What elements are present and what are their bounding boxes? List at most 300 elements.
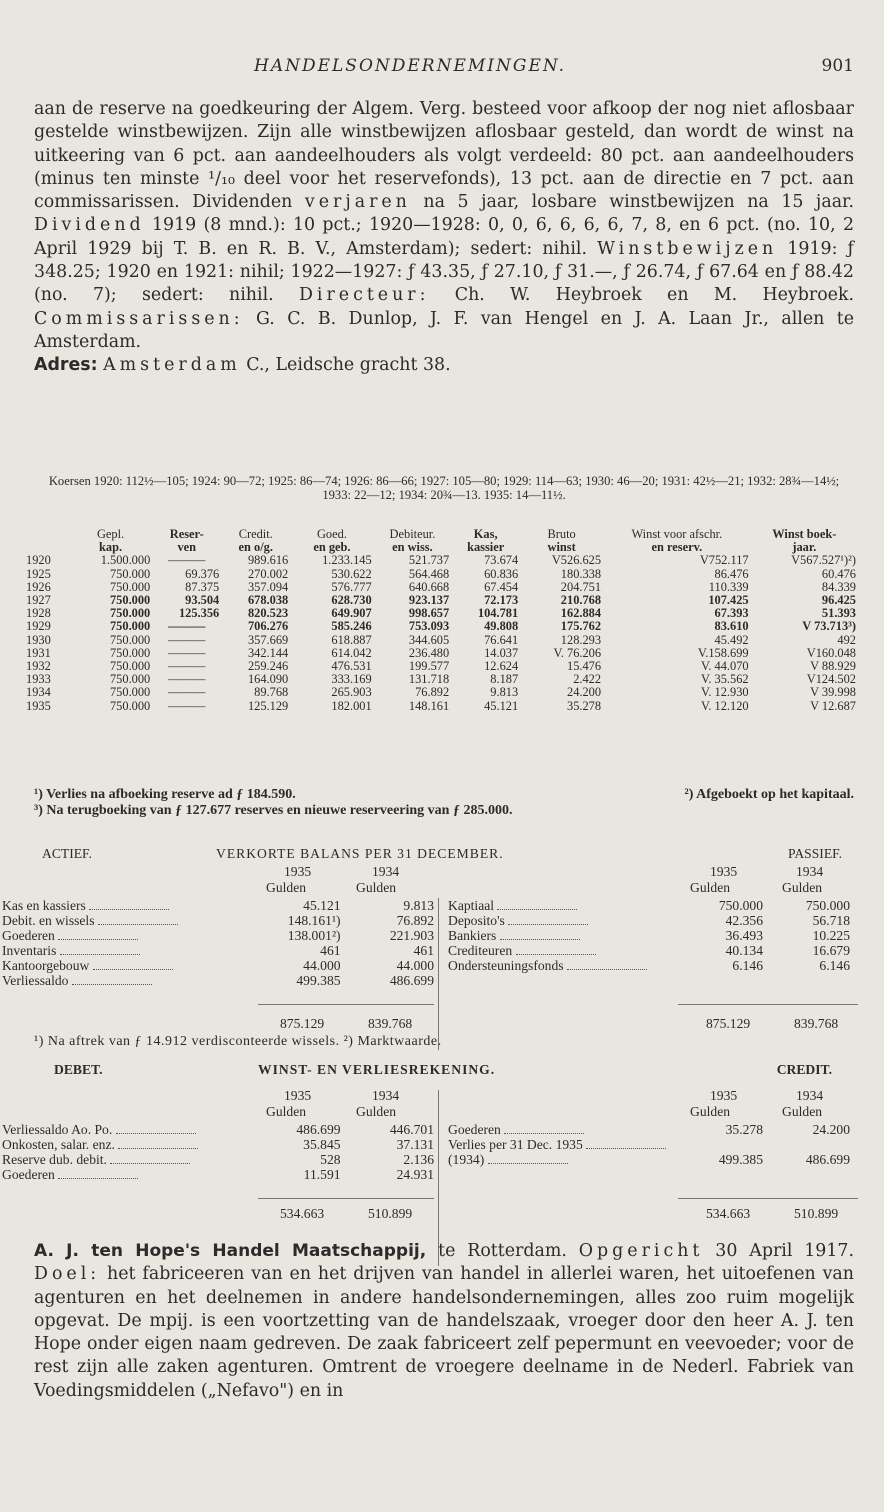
table-cell: 333.169 — [331, 672, 372, 687]
leader-dots — [504, 1133, 584, 1134]
table-cell: ——— — [168, 698, 206, 713]
table-cell: 180.338 — [560, 566, 602, 581]
table-cell: 753.093 — [408, 619, 450, 634]
table-cell: 86.476 — [714, 566, 749, 581]
table-cell: 492 — [837, 632, 856, 647]
row-year: 1933 — [26, 672, 51, 687]
table-row — [24, 673, 858, 686]
amount-1934 — [765, 1137, 852, 1152]
total-credit-1934: 510.899 — [794, 1206, 839, 1221]
row-year: 1926 — [26, 579, 51, 594]
account-label — [446, 898, 678, 913]
table-cell: ——— — [168, 553, 206, 568]
total-debet-1934: 510.899 — [368, 1206, 413, 1221]
account-row — [446, 958, 852, 973]
column-header: Reser- — [169, 527, 204, 542]
table-cell: 210.768 — [560, 593, 602, 608]
unit-label: Gulden — [782, 880, 823, 895]
table-cell: 24.200 — [567, 685, 602, 700]
column-header: kassier — [467, 540, 505, 555]
page-number: 901 — [821, 56, 854, 76]
account-name: Inventaris — [2, 942, 57, 958]
table-cell: 49.808 — [484, 619, 519, 634]
row-year: 1925 — [26, 566, 51, 581]
amount-1934: 221.903 — [389, 927, 434, 943]
unit-label: Gulden — [356, 880, 397, 895]
column-header: Gepl. — [96, 527, 125, 542]
amount-1935: 148.161¹) — [287, 912, 341, 928]
account-row — [446, 928, 852, 943]
table-cell: 83.610 — [714, 619, 749, 634]
amount-1934: 461 — [413, 942, 434, 958]
account-row — [0, 1137, 436, 1152]
row-year: 1932 — [26, 658, 51, 673]
table-cell: 60.836 — [484, 566, 519, 581]
actief-label: ACTIEF. — [42, 846, 92, 861]
amount-1935: 750.000 — [718, 897, 763, 913]
account-name: Deposito's — [448, 912, 505, 928]
amount-1935: 138.001²) — [287, 927, 341, 943]
intro-text-3: 1919 (8 mnd.): 10 pct.; 1920—1928: 0, 0, 6, 6, 6, 6, 7, 8, en 6 pct. (no. 10, 2 April 1929 bij T. B. en R. B. V., Amsterdam); sedert: nihil. — [34, 215, 855, 259]
table-cell: 530.622 — [331, 566, 372, 581]
table-cell: V 88.929 — [810, 658, 856, 673]
table-cell: 125.356 — [178, 606, 220, 621]
table-cell: 989.616 — [247, 553, 289, 568]
column-header: Debiteur. — [389, 527, 436, 542]
column-header: winst — [547, 540, 576, 555]
row-year: 1929 — [26, 619, 51, 634]
table-cell: V160.048 — [806, 645, 856, 660]
table-cell: 131.718 — [408, 672, 450, 687]
winst-credit-table — [446, 1122, 852, 1167]
table-cell: V 12.687 — [810, 698, 856, 713]
table-cell: 128.293 — [560, 632, 602, 647]
account-row — [0, 928, 436, 943]
amount-1934: 10.225 — [812, 927, 850, 943]
account-row — [446, 898, 852, 913]
amount-1934: 6.146 — [819, 957, 850, 973]
amount-1934: 24.200 — [812, 1121, 850, 1137]
column-header: Bruto — [547, 527, 576, 542]
account-name: Kas en kassiers — [2, 897, 86, 913]
table-cell: 9.813 — [490, 685, 519, 700]
total-passief-1935: 875.129 — [706, 1016, 751, 1031]
table-cell: 750.000 — [109, 632, 151, 647]
column-header: Winst boek- — [772, 527, 837, 542]
column-header: kap. — [99, 540, 123, 555]
table-cell: V.158.699 — [697, 645, 749, 660]
unit-label: Gulden — [782, 1104, 823, 1119]
account-name: Debit. en wissels — [2, 912, 95, 928]
total-actief-1934: 839.768 — [368, 1016, 413, 1031]
total-passief-1934: 839.768 — [794, 1016, 839, 1031]
table-cell: 104.781 — [477, 606, 519, 621]
table-cell: V 39.998 — [810, 685, 856, 700]
dividend-label: Dividend — [34, 215, 145, 236]
account-label — [0, 1137, 249, 1152]
note-3: ³) Na terugboeking van ƒ 127.677 reserves en nieuwe reserveering van ƒ 285.000. — [34, 802, 513, 818]
table-cell: 45.492 — [714, 632, 749, 647]
amount-1934: 76.892 — [396, 912, 434, 928]
balans-actief-table — [0, 898, 436, 988]
intro-text-4: 1919: ƒ 348.25; 1920 en 1921: nihil; 1922—1927: ƒ 43.35, ƒ 27.10, ƒ 31.—, ƒ 26.74, ƒ 67.64 en ƒ 88.42 (no. 7); sedert: nihil. — [34, 238, 854, 306]
account-row — [0, 958, 436, 973]
amount-1935: 35.845 — [303, 1136, 341, 1152]
account-label — [446, 913, 678, 928]
account-row — [0, 1152, 436, 1167]
winst-title: WINST- EN VERLIESREKENING. — [258, 1062, 496, 1077]
account-name: Goederen — [2, 1166, 55, 1182]
amount-1934: 37.131 — [396, 1136, 434, 1152]
table-row — [24, 581, 858, 594]
passief-label: PASSIEF. — [788, 846, 842, 861]
table-cell: 15.476 — [567, 658, 602, 673]
table-cell: 12.624 — [484, 658, 519, 673]
table-cell: 640.668 — [408, 579, 450, 594]
total-rule — [678, 1004, 858, 1005]
row-year: 1920 — [26, 553, 51, 568]
column-header: ven — [177, 540, 197, 555]
year-1934: 1934 — [372, 1088, 400, 1103]
table-cell: 67.393 — [714, 606, 749, 621]
account-label — [0, 928, 249, 943]
account-name: Crediteuren — [448, 942, 513, 958]
row-year: 1931 — [26, 645, 51, 660]
table-cell: 265.903 — [331, 685, 372, 700]
column-header — [24, 541, 69, 554]
table-cell: 199.577 — [408, 658, 450, 673]
company-name: A. J. ten Hope's Handel Maatschappij, — [34, 1241, 427, 1261]
table-row — [24, 554, 858, 567]
table-cell: 750.000 — [109, 645, 151, 660]
amount-1935 — [678, 1137, 765, 1152]
table-cell: 750.000 — [109, 566, 151, 581]
table-cell: 357.669 — [247, 632, 289, 647]
table-cell: 1.233.145 — [322, 553, 372, 568]
table-cell: 750.000 — [109, 685, 151, 700]
amount-1935: 499.385 — [718, 1151, 763, 1167]
column-header — [24, 528, 69, 541]
account-row — [446, 1122, 852, 1137]
account-row — [0, 973, 436, 988]
table-cell: 175.762 — [560, 619, 602, 634]
row-year: 1930 — [26, 632, 51, 647]
amount-1934: 446.701 — [389, 1121, 434, 1137]
leader-dots — [500, 939, 580, 940]
leader-dots — [116, 1133, 196, 1134]
table-cell: 750.000 — [109, 658, 151, 673]
table-cell: 614.042 — [331, 645, 372, 660]
table-cell: 148.161 — [408, 698, 450, 713]
amount-1935: 36.493 — [725, 927, 763, 943]
total-rule — [678, 1198, 858, 1199]
table-row — [24, 647, 858, 660]
note-1: ¹) Verlies na afboeking reserve ad ƒ 184.590. — [34, 787, 296, 802]
amount-1935: 35.278 — [725, 1121, 763, 1137]
amount-1935: 461 — [320, 942, 341, 958]
doel-text: het fabriceeren van en het drijven van handel in allerlei waren, het uitoefenen van agenturen en het deelnemen in andere handelsondernemingen, alles zoo ruim mogelijk opgevat. De mpij. is een voortzetting van de handelszaak, vroeger door den heer A. J. ten Hope onder eigen naam gedreven. De zaak fabriceert zelf pepermunt en veevoeder; voor de rest zijn alle zaken agenturen. Omtrent de vroegere deelname in de Nederl. Fabriek van Voedingsmiddelen („Nefavo") en in — [34, 1264, 855, 1401]
year-1935: 1935 — [284, 1088, 312, 1103]
account-label — [446, 928, 678, 943]
winst-section — [2, 1062, 854, 1221]
table-cell: 107.425 — [708, 593, 749, 608]
table-cell: ——— — [168, 632, 206, 647]
column-header: en geb. — [313, 540, 351, 555]
balans-section — [2, 846, 854, 1049]
table-cell: 96.425 — [821, 593, 856, 608]
amount-1934: 750.000 — [805, 897, 850, 913]
balans-title: VERKORTE BALANS PER 31 DECEMBER. — [216, 846, 504, 861]
table-cell: V. 44.070 — [700, 658, 749, 673]
debet-label: DEBET. — [54, 1062, 103, 1077]
table-cell: 89.768 — [254, 685, 289, 700]
table-cell: 162.884 — [560, 606, 602, 621]
year-1934: 1934 — [372, 864, 400, 879]
verjaren-label: verjaren — [304, 192, 411, 213]
amount-1935: 42.356 — [725, 912, 763, 928]
table-cell: 649.907 — [331, 606, 372, 621]
account-row — [0, 1167, 436, 1182]
table-cell: ——— — [168, 619, 206, 634]
table-cell: 125.129 — [247, 698, 289, 713]
unit-label: Gulden — [690, 1104, 731, 1119]
table-row — [24, 660, 858, 673]
leader-dots — [58, 1178, 138, 1179]
table-cell: 585.246 — [331, 619, 372, 634]
leader-dots — [497, 909, 577, 910]
amount-1934: 24.931 — [396, 1166, 434, 1182]
table-cell: V. 12.930 — [700, 685, 749, 700]
account-name: Bankiers — [448, 927, 497, 943]
table-cell: 750.000 — [109, 593, 151, 608]
account-label — [446, 1152, 678, 1167]
column-header: en o/g. — [238, 540, 273, 555]
intro-text-1: aan de reserve na goedkeuring der Algem. Verg. besteed voor afkoop der nog niet aflosbaar gestelde winstbewijzen. Zijn alle winstbewijzen aflosbaar gesteld, dan wordt de winst na uitkeering van 6 pct. aan aandeelhouders als volgt verdeeld: 80 pct. aan aandeelhouders (minus ten minste ¹/₁₀ deel voor het reservefonds), 13 pct. aan de directie en 7 pct. aan commissarissen. Dividenden — [34, 99, 854, 213]
column-header: Winst voor afschr. — [631, 527, 723, 542]
leader-dots — [93, 969, 173, 970]
account-row — [0, 1122, 436, 1137]
amount-1934: 44.000 — [396, 957, 434, 973]
total-debet-1935: 534.663 — [280, 1206, 325, 1221]
account-name: Kaptiaal — [448, 897, 495, 913]
intro-text-6: G. C. B. Dunlop, J. F. van Hengel en J. A. Laan Jr., allen te Amsterdam. — [34, 308, 854, 352]
account-name: Verliessaldo — [2, 972, 69, 988]
account-label — [0, 1167, 249, 1182]
running-title: HANDELSONDERNEMINGEN. — [254, 56, 567, 76]
table-cell: V. 76.206 — [553, 645, 602, 660]
account-row — [446, 1137, 852, 1152]
account-label — [0, 898, 249, 913]
account-name: Kantoorgebouw — [2, 957, 90, 973]
balans-passief-table — [446, 898, 852, 973]
leader-dots — [72, 984, 152, 985]
intro-text-5: Ch. W. Heybroek en M. Heybroek. — [454, 285, 855, 306]
account-name: Ondersteuningsfonds — [448, 957, 564, 973]
table-cell: 93.504 — [185, 593, 220, 608]
table-cell: V567.527¹)²) — [791, 553, 856, 568]
table-cell: ——— — [168, 645, 206, 660]
table-cell: 51.393 — [821, 606, 856, 621]
adres-city: Amsterdam — [103, 355, 241, 376]
table-cell: ——— — [168, 685, 206, 700]
account-label — [0, 913, 249, 928]
account-label — [446, 958, 678, 973]
leader-dots — [567, 969, 647, 970]
table-cell: 67.454 — [484, 579, 519, 594]
credit-label: CREDIT. — [776, 1062, 832, 1077]
table-header-row — [24, 528, 858, 541]
amount-1935: 6.146 — [732, 957, 763, 973]
account-label — [446, 1137, 678, 1152]
row-year: 1927 — [26, 593, 51, 608]
table-cell: 69.376 — [185, 566, 220, 581]
table-cell: 576.777 — [331, 579, 372, 594]
table-cell: 2.422 — [573, 672, 602, 687]
column-header: en wiss. — [392, 540, 433, 555]
table-cell: 76.641 — [484, 632, 519, 647]
table-row — [24, 699, 858, 712]
table-row — [24, 634, 858, 647]
table-cell: V124.502 — [806, 672, 856, 687]
balans-footnote: ¹) Na aftrek van ƒ 14.912 verdisconteerde wissels. ²) Marktwaarde. — [34, 1034, 442, 1049]
amount-1934: 56.718 — [812, 912, 850, 928]
column-header: Credit. — [238, 527, 273, 542]
table-cell: 357.094 — [247, 579, 289, 594]
table-cell: ——— — [168, 658, 206, 673]
account-name: Verlies per 31 Dec. 1935 — [448, 1136, 583, 1152]
table-cell: 750.000 — [109, 619, 151, 634]
account-row — [446, 913, 852, 928]
account-name: Goederen — [448, 1121, 501, 1137]
table-cell: 236.480 — [408, 645, 450, 660]
amount-1934: 486.699 — [805, 1151, 850, 1167]
leader-dots — [60, 954, 140, 955]
leader-dots — [516, 954, 596, 955]
intro-text-2: na 5 jaar, losbare winstbewijzen na 15 jaar. — [423, 192, 854, 213]
amount-1935: 528 — [320, 1151, 341, 1167]
unit-label: Gulden — [690, 880, 731, 895]
row-year: 1935 — [26, 698, 51, 713]
table-cell: 14.037 — [484, 645, 519, 660]
account-label — [0, 973, 249, 988]
amount-1935: 40.134 — [725, 942, 763, 958]
amount-1935: 11.591 — [303, 1166, 341, 1182]
table-cell: 521.737 — [408, 553, 450, 568]
doel-label: Doel: — [34, 1264, 101, 1285]
account-row — [446, 943, 852, 958]
adres-rest: C., Leidsche gracht 38. — [246, 355, 451, 376]
table-cell: 270.002 — [247, 566, 289, 581]
amount-1934: 9.813 — [403, 897, 434, 913]
table-cell: V. 35.562 — [700, 672, 749, 687]
table-cell: 923.137 — [408, 593, 450, 608]
column-header: Goed. — [316, 527, 347, 542]
table-cell: 820.523 — [247, 606, 289, 621]
table-cell: 476.531 — [331, 658, 372, 673]
account-row — [446, 1152, 852, 1167]
table-cell: 750.000 — [109, 606, 151, 621]
financial-table — [24, 528, 858, 713]
table-cell: 750.000 — [109, 698, 151, 713]
table-cell: V. 12.120 — [700, 698, 749, 713]
leader-dots — [118, 1148, 198, 1149]
table-cell: 628.730 — [331, 593, 372, 608]
account-label — [0, 1122, 249, 1137]
leader-dots — [110, 1163, 190, 1164]
account-row — [0, 913, 436, 928]
table-cell: 84.339 — [821, 579, 856, 594]
year-1935: 1935 — [284, 864, 312, 879]
leader-dots — [58, 939, 138, 940]
column-header: en reserv. — [651, 540, 703, 555]
winstbewijzen-label: Winstbewijzen — [597, 238, 778, 259]
row-year: 1934 — [26, 685, 51, 700]
table-cell: 1.500.000 — [100, 553, 151, 568]
year-1934: 1934 — [796, 1088, 824, 1103]
table-cell: 344.605 — [408, 632, 450, 647]
table-cell: 35.278 — [567, 698, 602, 713]
account-row — [0, 898, 436, 913]
table-cell: 164.090 — [247, 672, 289, 687]
table-cell: 750.000 — [109, 672, 151, 687]
opgericht-label: Opgericht — [578, 1241, 704, 1261]
table-header-row — [24, 541, 858, 554]
company-city: te Rotterdam. — [438, 1241, 567, 1261]
year-1934: 1934 — [796, 864, 824, 879]
account-name: Verliessaldo Ao. Po. — [2, 1121, 113, 1137]
leader-dots — [508, 924, 588, 925]
table-cell: V 73.713³) — [802, 619, 856, 634]
table-cell: 8.187 — [490, 672, 519, 687]
table-row — [24, 568, 858, 581]
row-year: 1928 — [26, 606, 51, 621]
account-name: Goederen — [2, 927, 55, 943]
total-credit-1935: 534.663 — [706, 1206, 751, 1221]
amount-1935: 44.000 — [303, 957, 341, 973]
account-name: (1934) — [448, 1151, 485, 1167]
koersen-line: Koersen 1920: 112½—105; 1924: 90—72; 1925: 86—74; 1926: 86—66; 1927: 105—80; 1929: 114—63; 1930: 46—20; 1931: 42½—21; 1932: 28¾—14½; 1933: 22—12; 1934: 20¾—13. 1935: 14—11½. — [48, 474, 840, 502]
amount-1935: 486.699 — [296, 1121, 341, 1137]
table-cell: 45.121 — [484, 698, 519, 713]
account-row — [0, 943, 436, 958]
table-cell: 564.468 — [408, 566, 450, 581]
leader-dots — [98, 924, 178, 925]
table-cell: 618.887 — [331, 632, 372, 647]
account-label — [0, 958, 249, 973]
year-1935: 1935 — [710, 1088, 738, 1103]
account-label — [446, 943, 678, 958]
amount-1934: 486.699 — [389, 972, 434, 988]
amount-1934: 2.136 — [403, 1151, 434, 1167]
table-cell: 182.001 — [331, 698, 372, 713]
table-row — [24, 594, 858, 607]
amount-1935: 499.385 — [296, 972, 341, 988]
winst-debet-table — [0, 1122, 436, 1182]
account-label — [0, 1152, 249, 1167]
table-cell: 706.276 — [247, 619, 289, 634]
account-label — [0, 943, 249, 958]
table-cell: ——— — [168, 672, 206, 687]
table-cell: V752.117 — [699, 553, 749, 568]
amount-1935: 45.121 — [303, 897, 341, 913]
table-cell: 73.674 — [484, 553, 519, 568]
unit-label: Gulden — [356, 1104, 397, 1119]
total-rule — [258, 1004, 434, 1005]
table-row — [24, 620, 858, 633]
note-2: ²) Afgeboekt op het kapitaal. — [684, 787, 854, 802]
table-cell: 998.657 — [408, 606, 450, 621]
amount-1934: 16.679 — [812, 942, 850, 958]
